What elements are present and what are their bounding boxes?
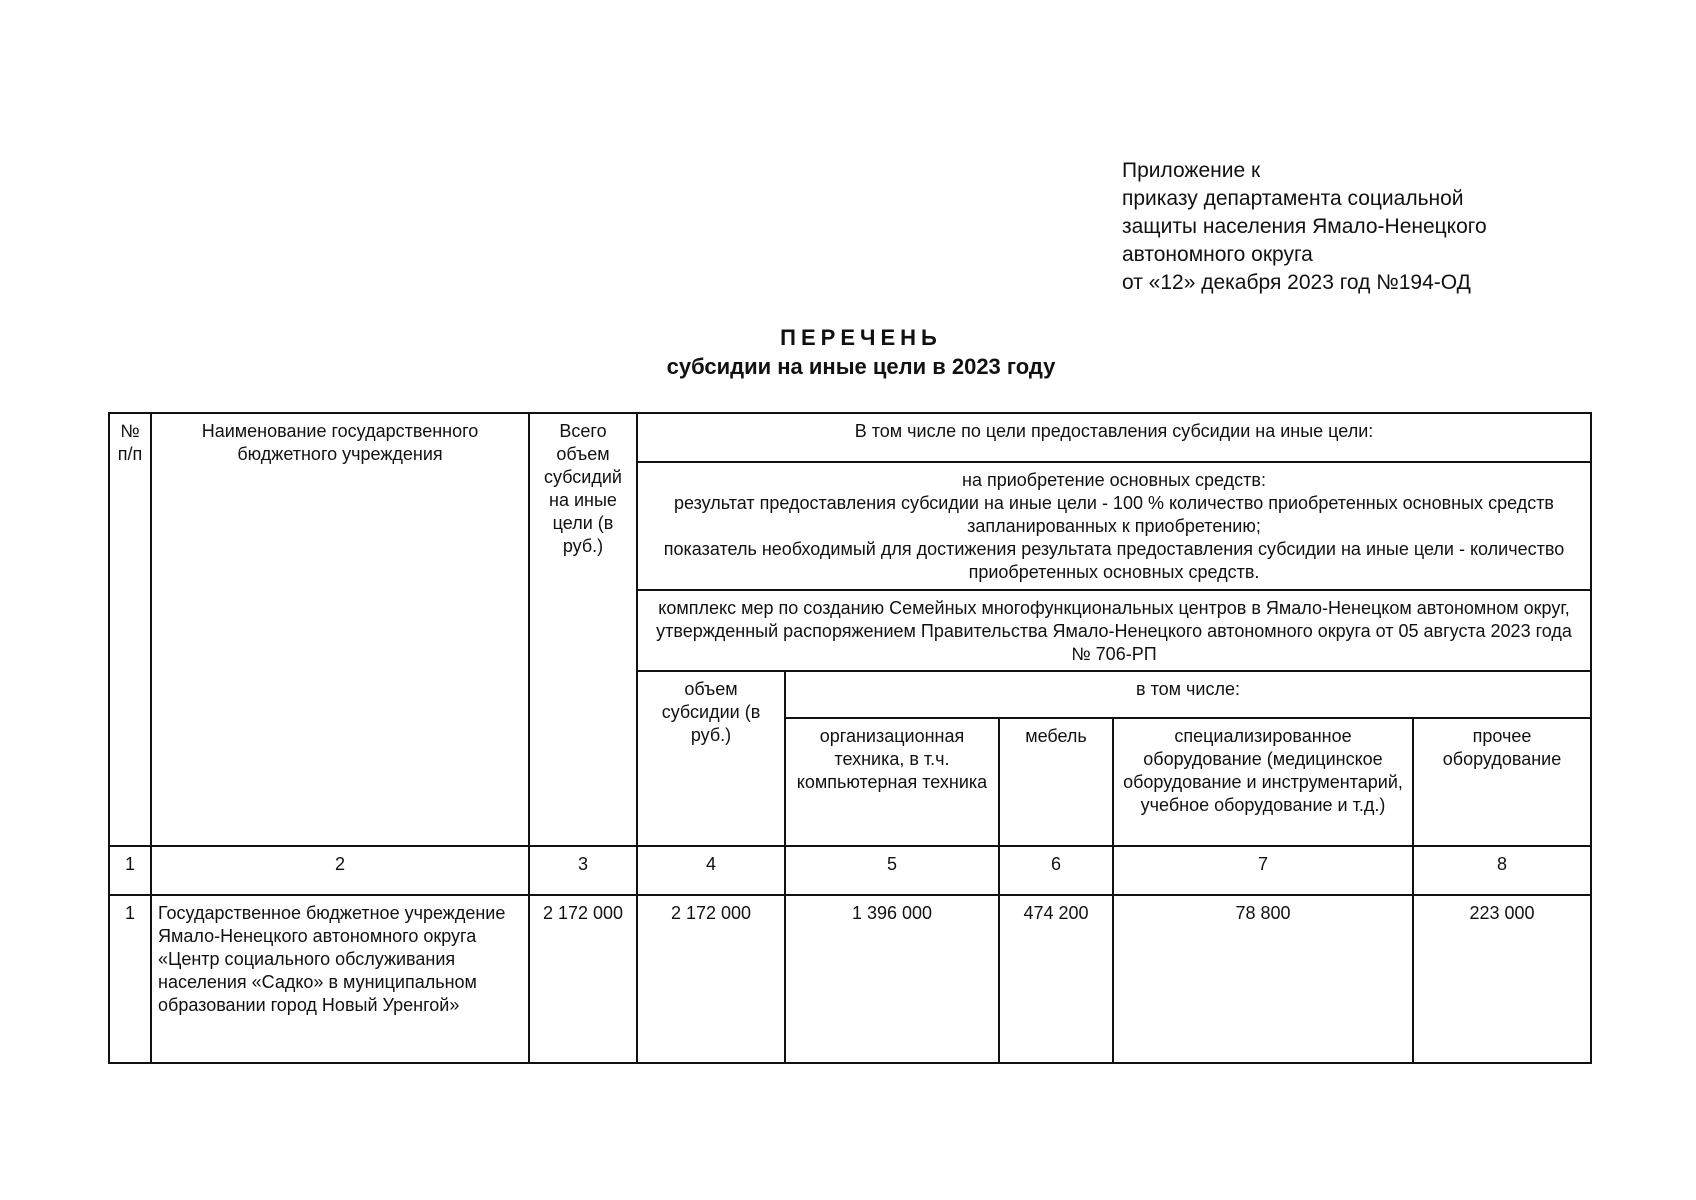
- row-other-equipment: 223 000: [1413, 895, 1591, 1063]
- header-purpose: В том числе по цели предоставления субсидии на иные цели:: [637, 413, 1591, 462]
- row-special-equipment: 78 800: [1113, 895, 1413, 1063]
- title-main: ПЕРЕЧЕНЬ: [780, 325, 942, 350]
- header-name: Наименование государственного бюджетного учреждения: [151, 413, 529, 846]
- column-number: 8: [1413, 846, 1591, 895]
- header-other-equipment: прочее оборудование: [1413, 718, 1591, 846]
- column-number: 3: [529, 846, 637, 895]
- appendix-block: [1122, 157, 1487, 297]
- fixed-assets-line: на приобретение основных средств:: [962, 470, 1266, 490]
- appendix-line: приказу департамента социальной: [1122, 187, 1464, 210]
- header-office-equipment: организационная техника, в т.ч. компьютерная техника: [785, 718, 999, 846]
- title-sub: субсидии на иные цели в 2023 году: [666, 354, 1056, 379]
- row-furniture: 474 200: [999, 895, 1113, 1063]
- column-number: 4: [637, 846, 785, 895]
- column-number: 5: [785, 846, 999, 895]
- document-title: [0, 324, 1696, 382]
- row-institution-name: Государственное бюджетное учреждение Ямало-Ненецкого автономного округа «Центр социального обслуживания населения «Садко» в муниципальном образовании город Новый Уренгой»: [151, 895, 529, 1063]
- header-total: Всего объем субсидий на иные цели (в руб.): [529, 413, 637, 846]
- header-num: № п/п: [109, 413, 151, 846]
- table-row: [109, 895, 1591, 1063]
- appendix-line: защиты населения Ямало-Ненецкого: [1122, 215, 1487, 238]
- header-furniture: мебель: [999, 718, 1113, 846]
- column-number-row: [109, 846, 1591, 895]
- appendix-line: автономного округа: [1122, 243, 1313, 266]
- appendix-line: от «12» декабря 2023 год №194-ОД: [1122, 271, 1471, 294]
- column-number: 7: [1113, 846, 1413, 895]
- fixed-assets-line: показатель необходимый для достижения результата предоставления субсидии на иные цели - количество приобретенных основных средств.: [663, 539, 1565, 582]
- header-including: в том числе:: [785, 671, 1591, 718]
- row-total: 2 172 000: [529, 895, 637, 1063]
- header-fixed-assets: [637, 462, 1591, 590]
- appendix-line: Приложение к: [1122, 159, 1261, 182]
- header-special-equipment: специализированное оборудование (медицинское оборудование и инструментарий, учебное оборудование и т.д.): [1113, 718, 1413, 846]
- column-number: 1: [109, 846, 151, 895]
- column-number: 6: [999, 846, 1113, 895]
- row-volume: 2 172 000: [637, 895, 785, 1063]
- fixed-assets-line: результат предоставления субсидии на иные цели - 100 % количество приобретенных основных средств запланированных к приобретению;: [673, 493, 1554, 536]
- header-volume: объем субсидии (в руб.): [637, 671, 785, 846]
- subsidy-table: [108, 412, 1592, 1064]
- row-num: 1: [109, 895, 151, 1063]
- column-number: 2: [151, 846, 529, 895]
- header-complex: комплекс мер по созданию Семейных многофункциональных центров в Ямало-Ненецком автономном округ, утвержденный распоряжением Правительства Ямало-Ненецкого автономного округа от 05 августа 2023 года № 706-РП: [637, 590, 1591, 671]
- row-office-equipment: 1 396 000: [785, 895, 999, 1063]
